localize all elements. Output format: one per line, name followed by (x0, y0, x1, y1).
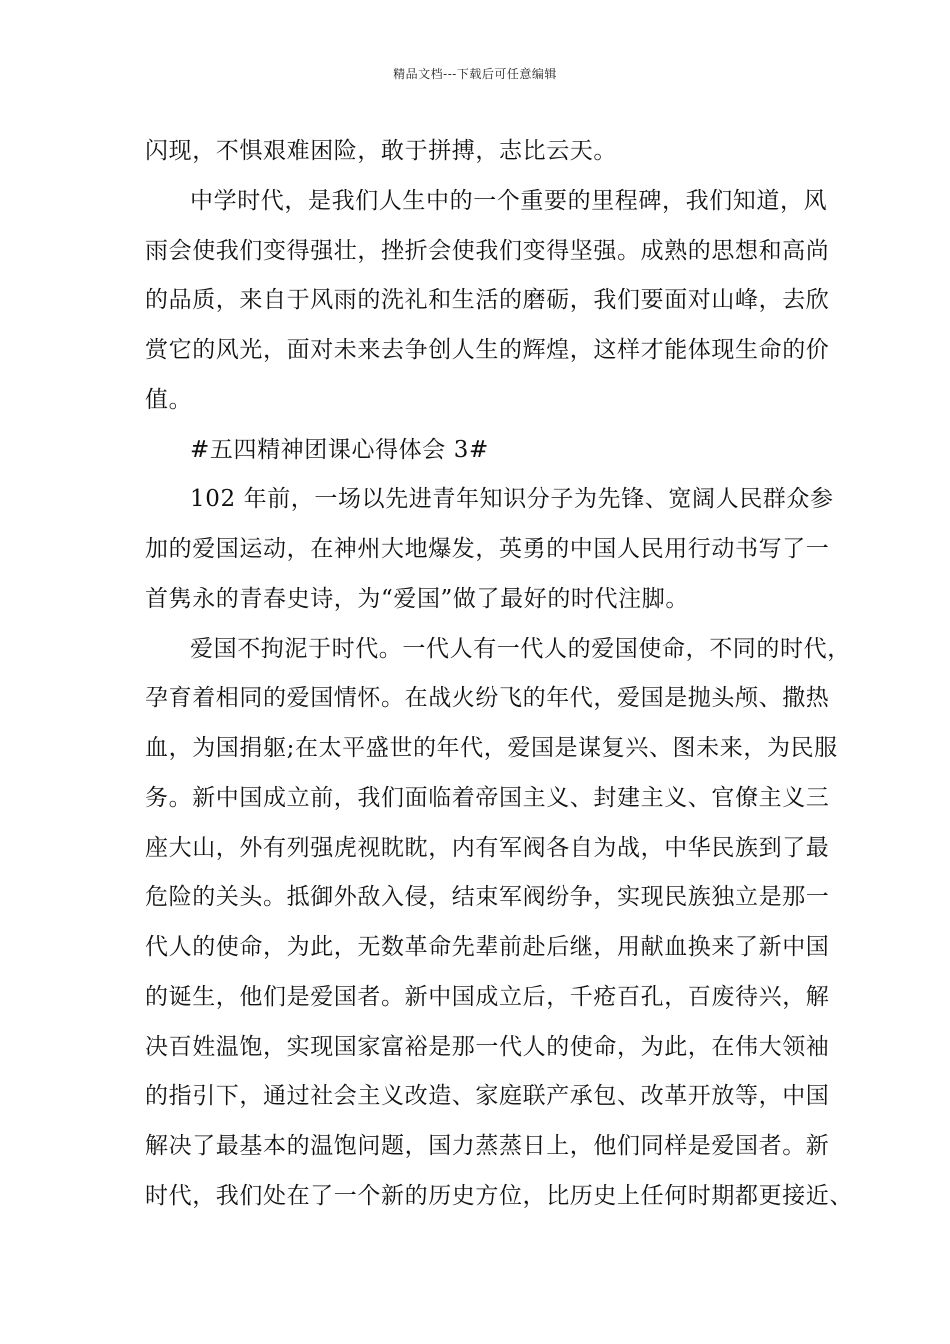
text-line: 的品质，来自于风雨的洗礼和生活的磨砺，我们要面对山峰，去欣 (145, 287, 830, 313)
text-line: 代人的使命，为此，无数革命先辈前赴后继，用献血换来了新中国 (145, 934, 830, 960)
text-line: 中学时代，是我们人生中的一个重要的里程碑，我们知道，风 (190, 188, 828, 214)
text-line: 雨会使我们变得强壮，挫折会使我们变得坚强。成熟的思想和高尚 (145, 238, 830, 264)
text-line: 座大山，外有列强虎视眈眈，内有军阀各自为战，中华民族到了最 (145, 835, 830, 861)
text-line: 102 年前，一场以先进青年知识分子为先锋、宽阔人民群众参 (190, 486, 834, 512)
text-line: 孕育着相同的爱国情怀。在战火纷飞的年代，爱国是抛头颅、撒热 (145, 685, 830, 711)
text-line: 解决了最基本的温饱问题，国力蒸蒸日上，他们同样是爱国者。新 (145, 1133, 830, 1159)
text-line: 决百姓温饱，实现国家富裕是那一代人的使命，为此，在伟大领袖 (145, 1034, 830, 1060)
text-line: 首隽永的青春史诗，为“爱国”做了最好的时代注脚。 (145, 586, 689, 612)
text-line: 加的爱国运动，在神州大地爆发，英勇的中国人民用行动书写了一 (145, 536, 830, 562)
text-line: 危险的关头。抵御外敌入侵，结束军阀纷争，实现民族独立是那一 (145, 884, 830, 910)
text-line: 时代，我们处在了一个新的历史方位，比历史上任何时期都更接近、 (145, 1183, 853, 1209)
text-line: 值。 (145, 387, 193, 413)
text-line: 的诞生，他们是爱国者。新中国成立后，千疮百孔，百废待兴，解 (145, 984, 830, 1010)
text-line: 赏它的风光，面对未来去争创人生的辉煌，这样才能体现生命的价 (145, 337, 830, 363)
text-line: 务。新中国成立前，我们面临着帝国主义、封建主义、官僚主义三 (145, 785, 830, 811)
text-line: 闪现，不惧艰难困险，敢于拼搏，志比云天。 (145, 138, 617, 164)
section-heading: #五四精神团课心得体会 3# (190, 437, 489, 463)
text-line: 血，为国捐躯;在太平盛世的年代，爱国是谋复兴、图未来，为民服 (145, 735, 838, 761)
text-line: 爱国不拘泥于时代。一代人有一代人的爱国使命，不同的时代， (190, 636, 851, 662)
page-header: 精品文档---下载后可任意编辑 (393, 67, 557, 81)
text-line: 的指引下，通过社会主义改造、家庭联产承包、改革开放等，中国 (145, 1083, 830, 1109)
